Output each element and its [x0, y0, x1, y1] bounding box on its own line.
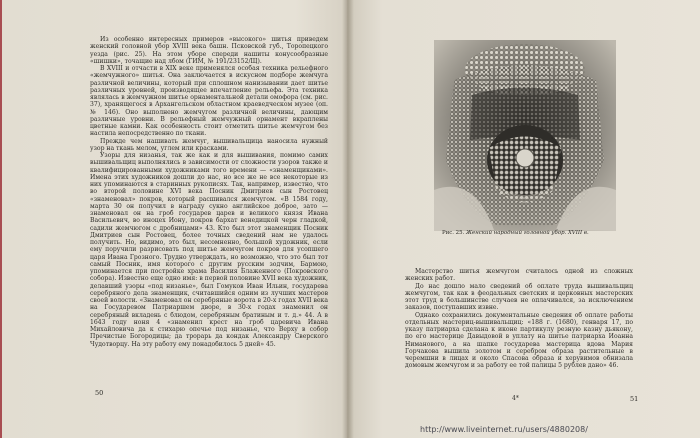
paragraph: В XVIII и отчасти в XIX веке применялся особая техника рельефного «жемчужного» шитья. Она заключается в искусном подборе жемчуга различной величины, который при сплошном нанизывании дает шитье различных уровней, производящее впечатление рельефа. Эта техника являлась в жемчужном шитье орнаментальной детали омофора (см. рис. 37), хранящегося в Архангельском областном краеведческом музее (оп. № 146). Оно выполнено жемчугом различной величины, дающим различные уровни. В рельефный жемчужный орнамент вкраплены цветные камни. Как особенность стоит отметить шитье жемчугом без настила непосредственно по ткани.: [90, 65, 328, 138]
page-number-left: 50: [95, 389, 104, 397]
left-page: [2, 0, 347, 438]
figure-number: Рис. 25.: [442, 230, 465, 236]
paragraph: Мастерство шитья жемчугом считалось одной из сложных женских работ.: [405, 268, 633, 283]
paragraph: Прежде чем нашивать жемчуг, вышивальщица наносила нужный узор на ткань мелом, углем или красками.: [90, 137, 328, 152]
page-number-right: 51: [630, 395, 639, 403]
paragraph: Узоры для низанья, так же как и для вышивания, помимо самих вышивальщиц выполнялись в зависимости от сложности узоров также и квалифицированными художниками того времени — «знаменщиками». Имена этих художников дошли до нас, но все же не все некоторые из них упоминаются в старинных рукописях. Так, например, известно, что во второй половине XVI века Посник Дмитриев сын Ростовец «знаменовал» покров, который расшивался жемчугом. «В 1584 году, марта 30 он получил в награду сукно английское доброе, зато — знаменовал он на гроб государев царев и великого князя Ивана Васильевич, во иноцех Иону, покров бархат венедицкой черн гладкой, садили жемчюгом с дробницами» 43. Кто был этот знаменщик Посник Дмитриев сын Ростовец, более точных сведений нам не удалось получить. Но, видимо, это был, несомненно, большой художник, если ему поручили разрисовать под шитье жемчугом покров для усопшего царя Ивана Грозного. Трудно утверждать, но возможно, что это был тот самый Посник, имя которого с другим русским зодчим, Бармою, упоминается при постройке храма Василия Блаженного (Покровского собора). Известно еще одно имя: в первой половине XVII века художник, делавший узоры «под низанье», был Гомуков Иван Ильин, государева серебряного дела знаменщик, считавшийся одним из лучших мастеров своей волости. «Знаменовал он серебряные ворота в 20-х годах XVII века на Государевом Патриаршем дворе, в 30-х годах знаменил он серебряный вкладень с блюдом, серебряным братиным и т. д.» 44. А в 1643 году ноня 4 «знаменил крест на гроб царевича Ивана Михайловича да к стихарю опечье под низанье, что Верху в собор Пречистые Богородицы; да трорарь да кондак Александру Сверского Чудотворцу. На эту работу ему понадобилось 5 дней» 45.: [90, 152, 328, 348]
left-page-text: [90, 36, 328, 348]
headdress-photo: [434, 40, 616, 231]
paragraph: Из особенно интересных примеров «высокого» шитья приведем женский головной убор XVIII века башн. Псковской губ., Торопецкого уезда (рис. 25). На этом уборе спереди нашиты конусообразные «шишки», точащие над лбом (ГИМ, № 191/23152/Щ).: [90, 36, 328, 65]
watermark-url: http://www.liveinternet.ru/users/4880208/: [420, 425, 588, 434]
figure-title: Женский народный головной убор. XVIII в.: [465, 230, 589, 236]
book-gutter: [342, 0, 354, 438]
printer-signature: 4*: [512, 395, 519, 402]
paragraph: До нас дошло мало сведений об оплате труда вышивальщиц жемчугом, так как в феодальных светских и церковных мастерских этот труд в большинстве случаев не оплачивался, за исключением заказов, поступавших извне.: [405, 282, 633, 312]
right-page-text: [405, 268, 633, 370]
paragraph: Однако сохранились документальные сведения об оплате работы отдельных мастериц-вышивальщиц: «188 г. (1680), генваря 17, по указу патриарха сделана к иконе партикулу резную казну дьякону, по его мастерице Давыдовой в уплату на шитье патриарха Иоанна Ниманового, а на шапке государева мастерица вдова Мария Горчакова вышила золотом и серебром образа растительные в черемшни в лицах и около Спасова образа и херувимов обнизала домовым жемчугом и за работу ее той палицы 5 рублев дано» 46.: [405, 311, 633, 370]
figure-caption: [442, 230, 632, 236]
right-page: [347, 0, 700, 438]
headdress-illustration: [434, 40, 616, 231]
book-spread: [2, 0, 700, 438]
